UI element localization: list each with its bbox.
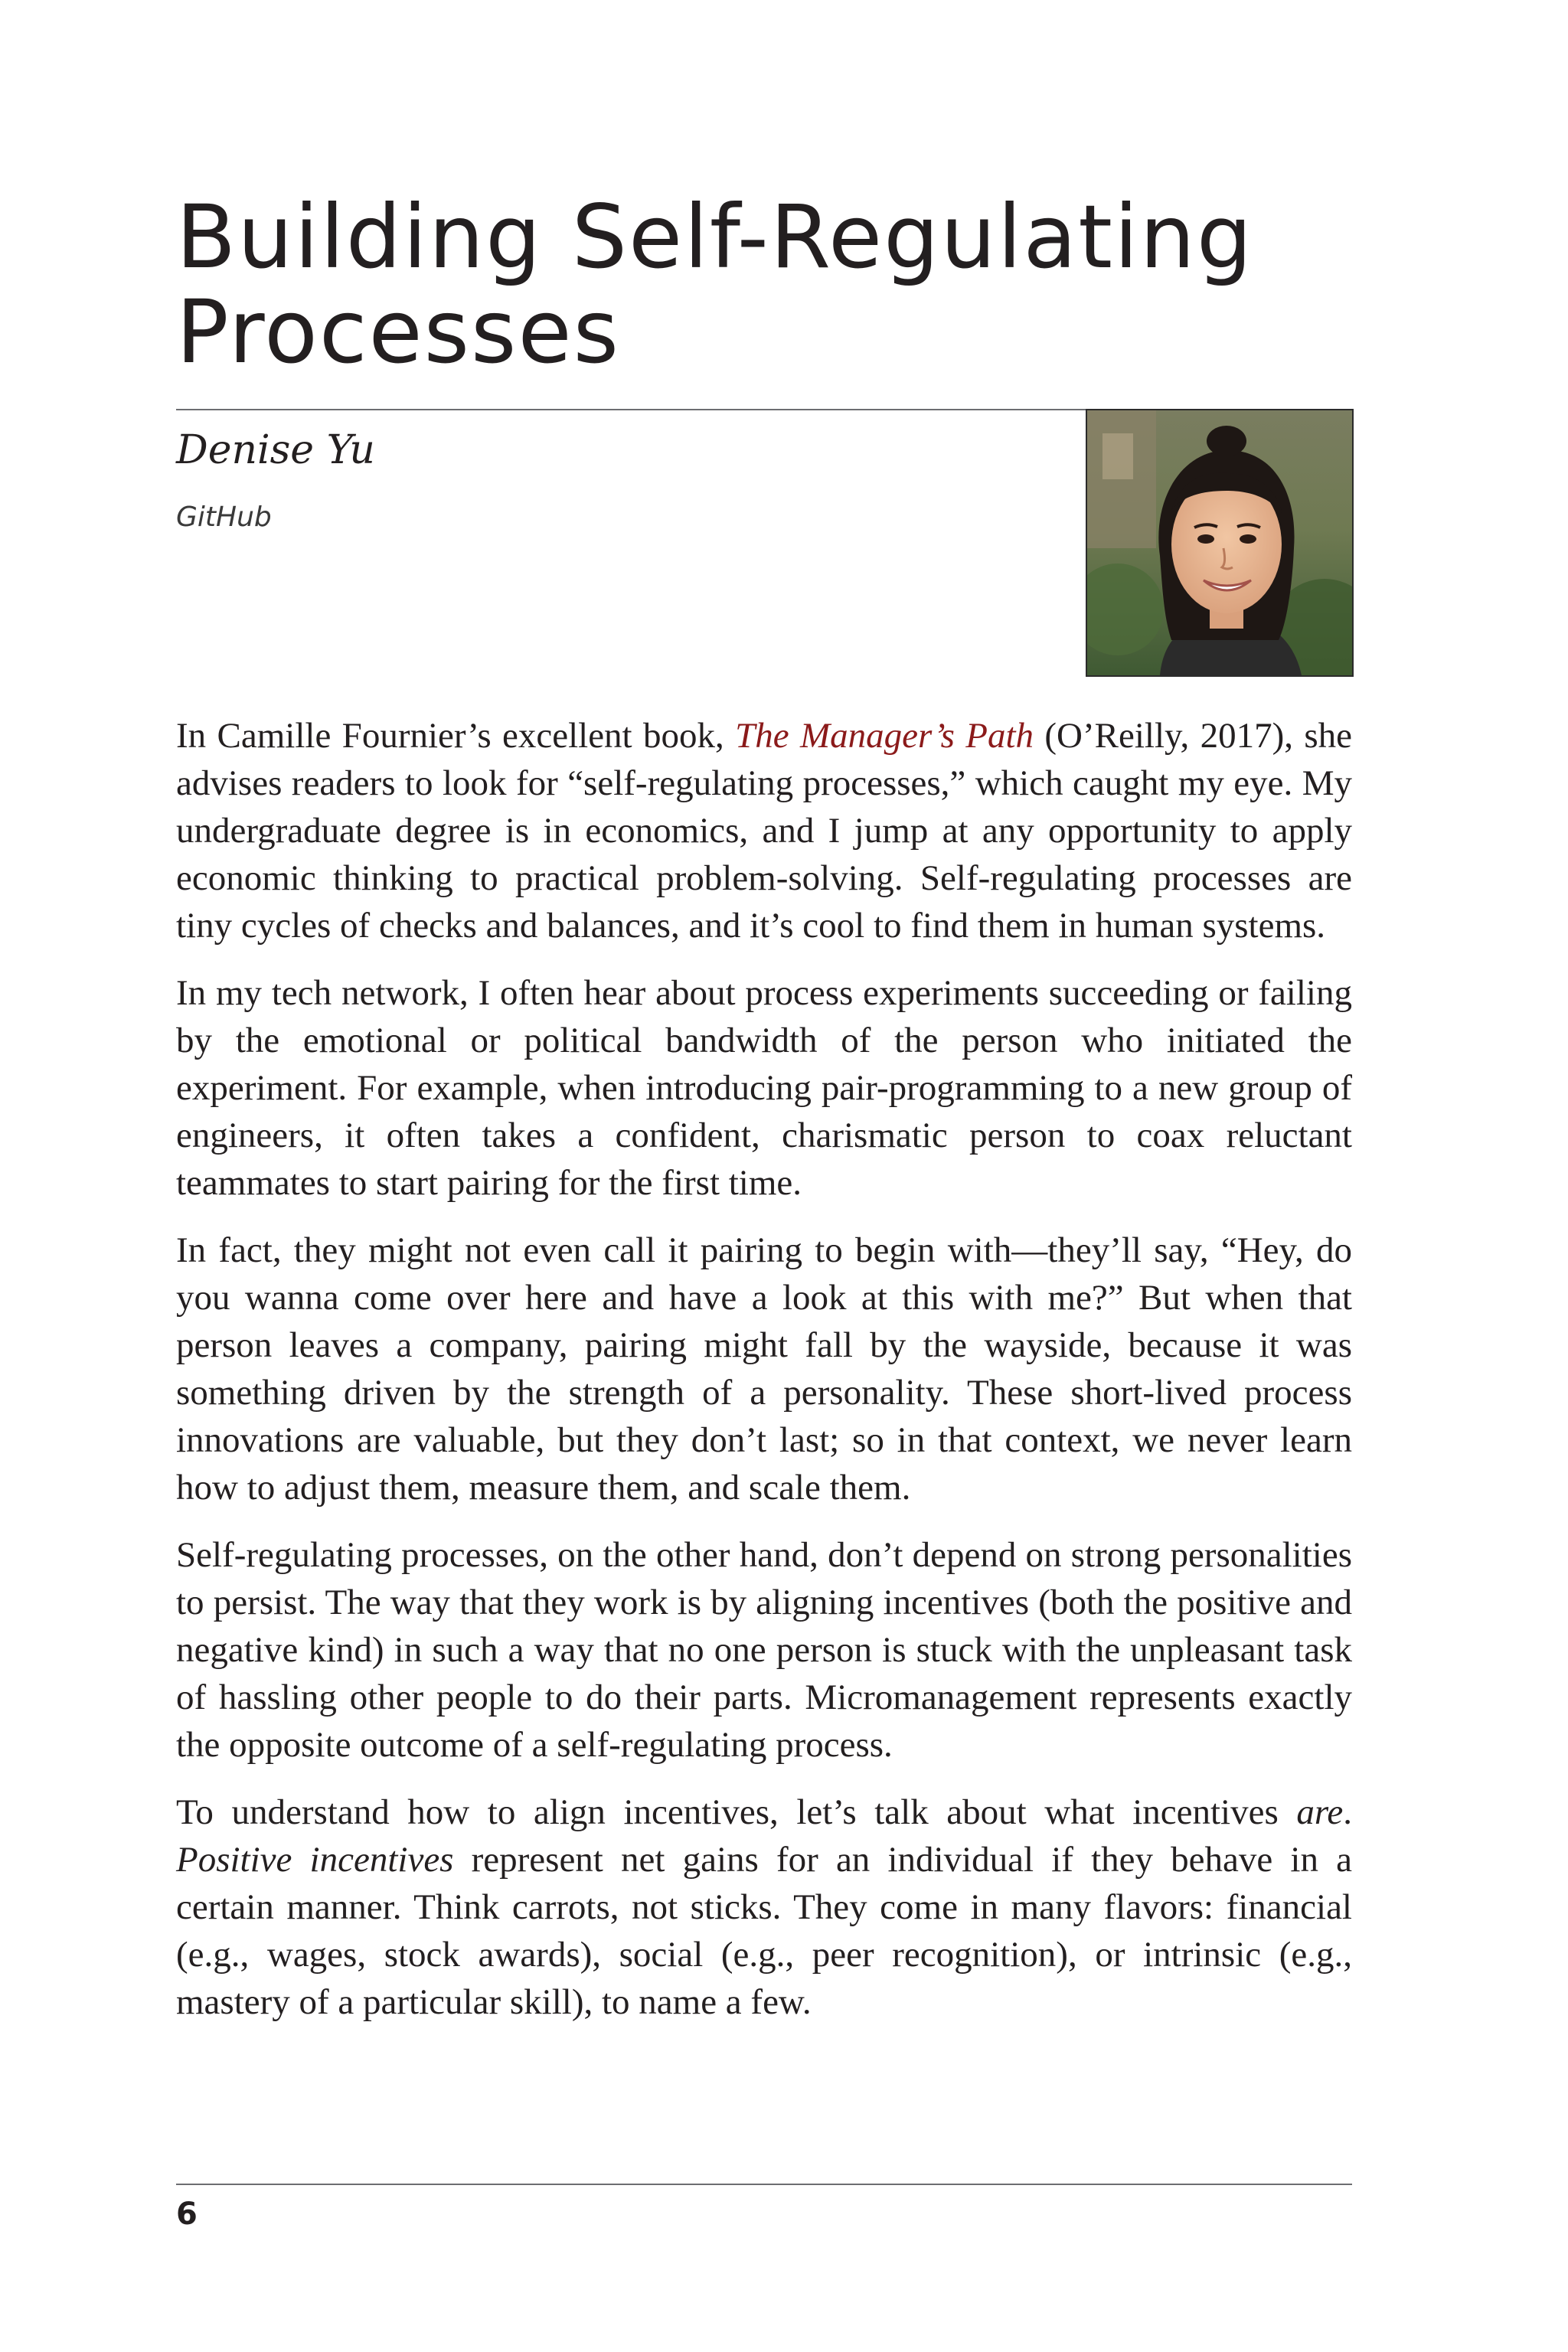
- author-portrait-icon: [1087, 410, 1352, 675]
- paragraph-4: Self-regulating processes, on the other hand, don’t depend on strong personalities to persist. The way that they work is by aligning incentives (both the positive and negative kind) in such a way that no one person is stuck with the unpleasant task of hassling other people to do their parts. Micromanagement represents exactly the opposite outcome of a self-regulating process.: [176, 1535, 1352, 1765]
- page-number: 6: [176, 2197, 198, 2232]
- paragraph-1: [176, 712, 1352, 949]
- book-title-link[interactable]: The Manager’s Path: [735, 716, 1034, 756]
- paragraph-5-emphasis-positive-incentives: Positive incentives: [176, 1840, 454, 1880]
- paragraph-5: [176, 1788, 1352, 2026]
- paragraph-5-text-b: .: [1343, 1792, 1352, 1832]
- paragraph-2: In my tech network, I often hear about process experiments succeeding or failing by the emotional or political bandwidth of the person who initiated the experiment. For example, when introducing pair-programming to a new group of engineers, it often takes a confident, charismatic person to coax reluctant teammates to start pairing for the first time.: [176, 973, 1352, 1203]
- author-affiliation: GitHub: [176, 501, 272, 533]
- author-name: Denise Yu: [176, 427, 375, 473]
- paragraph-5-text-a: To understand how to align incentives, let’s talk about what incentives: [176, 1792, 1297, 1832]
- footer-divider: [176, 2184, 1352, 2185]
- paragraph-1-text-b: (O’Reilly, 2017), she advises readers to look for “self-regulating processes,” which caught my eye. My undergraduate degree is in economics, and I jump at any opportunity to apply economic thinking to practical problem-solving. Self-regulating processes are tiny cycles of checks and balances, and it’s cool to find them in human systems.: [176, 716, 1352, 946]
- body-text: [176, 712, 1352, 2046]
- chapter-title: Building Self-Regulating Processes: [176, 186, 1254, 383]
- author-photo: [1086, 409, 1354, 677]
- paragraph-5-emphasis-are: are: [1296, 1792, 1344, 1832]
- paragraph-3: In fact, they might not even call it pairing to begin with—they’ll say, “Hey, do you wanna come over here and have a look at this with me?” But when that person leaves a company, pairing might fall by the wayside, because it was something driven by the strength of a personality. These short-lived process innovations are valuable, but they don’t last; so in that context, we never learn how to adjust them, measure them, and scale them.: [176, 1230, 1352, 1508]
- paragraph-5-text-c: represent net gains for an individual if they behave in a certain manner. Think carrots, not sticks. They come in many flavors: financial (e.g., wages, stock awards), social (e.g., peer recognition), or intrinsic (e.g., mastery of a particular skill), to name a few.: [176, 1840, 1352, 2022]
- book-page: [176, 0, 1352, 2352]
- paragraph-1-text-a: In Camille Fournier’s excellent book,: [176, 716, 736, 756]
